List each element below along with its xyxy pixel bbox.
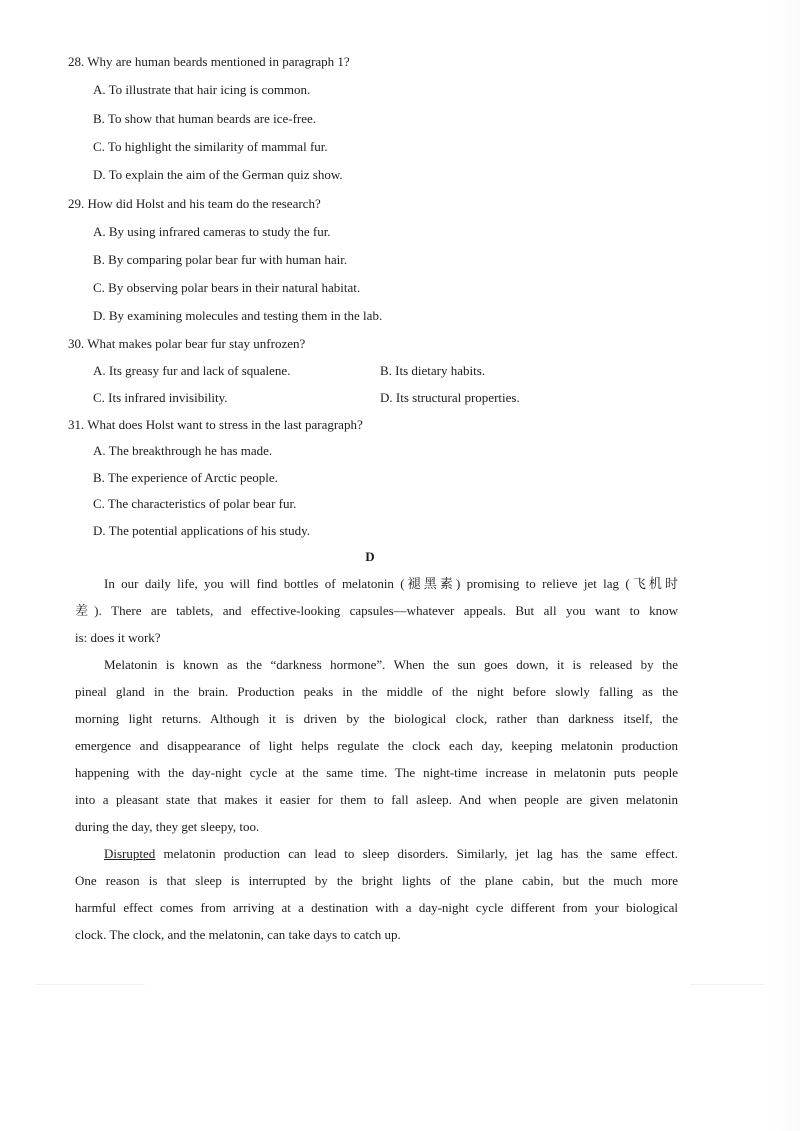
question-28-option-c: C. To highlight the similarity of mammal fur. [93, 139, 328, 154]
underlined-word: Disrupted [104, 846, 156, 861]
passage-p3-line-1 [104, 846, 678, 862]
passage-p3-line-1-rest: melatonin production can lead to sleep disorders. Similarly, jet lag has the same effect. [155, 846, 678, 861]
question-31-option-c: C. The characteristics of polar bear fur. [93, 496, 297, 511]
question-29-option-d: D. By examining molecules and testing them in the lab. [93, 308, 383, 323]
passage-p2-line-2: pineal gland in the brain. Production peaks in the middle of the night before slowly falling as the [75, 684, 678, 699]
question-30-option-d: D. Its structural properties. [380, 390, 520, 405]
question-31-option-b: B. The experience of Arctic people. [93, 470, 278, 485]
passage-p1-line-3: is: does it work? [75, 630, 161, 645]
question-28-option-d: D. To explain the aim of the German quiz show. [93, 167, 343, 182]
question-28-option-b: B. To show that human beards are ice-free. [93, 111, 317, 126]
question-30-option-c: C. Its infrared invisibility. [93, 390, 228, 405]
question-29-option-c: C. By observing polar bears in their natural habitat. [93, 280, 361, 295]
question-30-stem: 30. What makes polar bear fur stay unfrozen? [68, 336, 306, 351]
question-31-option-a: A. The breakthrough he has made. [93, 443, 273, 458]
scan-divider-left [35, 984, 145, 985]
passage-p2-line-3: morning light returns. Although it is driven by the biological clock, rather than darkness itself, the [75, 711, 678, 726]
passage-p3-line-3: harmful effect comes from arriving at a destination with a day-night cycle different from your biological [75, 900, 678, 915]
question-29-option-a: A. By using infrared cameras to study the fur. [93, 224, 331, 239]
question-31-stem: 31. What does Holst want to stress in the last paragraph? [68, 417, 363, 432]
question-30-option-a: A. Its greasy fur and lack of squalene. [93, 363, 291, 378]
section-label: D [365, 549, 375, 564]
passage-p1-line-1: In our daily life, you will find bottles of melatonin (褪黑素) promising to relieve jet lag (飞机时 [104, 576, 678, 591]
passage-p1-line-2: 差). There are tablets, and effective-looking capsules—whatever appeals. But all you want to know [75, 603, 678, 618]
passage-p2-line-5: happening with the day-night cycle at the same time. The night-time increase in melatonin puts people [75, 765, 678, 780]
scan-divider-right [690, 984, 765, 985]
passage-p2-line-7: during the day, they get sleepy, too. [75, 819, 260, 834]
question-28-stem: 28. Why are human beards mentioned in paragraph 1? [68, 54, 350, 69]
question-29-stem: 29. How did Holst and his team do the research? [68, 196, 321, 211]
question-28-option-a: A. To illustrate that hair icing is common. [93, 82, 311, 97]
passage-p3-line-2: One reason is that sleep is interrupted by the bright lights of the plane cabin, but the much more [75, 873, 678, 888]
scan-edge-shadow [770, 0, 800, 1131]
passage-p2-line-4: emergence and disappearance of light helps regulate the clock each day, keeping melatonin production [75, 738, 678, 753]
question-30-option-b: B. Its dietary habits. [380, 363, 486, 378]
question-29-option-b: B. By comparing polar bear fur with human hair. [93, 252, 348, 267]
passage-p3-line-4: clock. The clock, and the melatonin, can take days to catch up. [75, 927, 401, 942]
passage-p2-line-1: Melatonin is known as the “darkness hormone”. When the sun goes down, it is released by the [104, 657, 678, 672]
question-31-option-d: D. The potential applications of his study. [93, 523, 310, 538]
passage-p2-line-6: into a pleasant state that makes it easier for them to fall asleep. And when people are given melatonin [75, 792, 678, 807]
